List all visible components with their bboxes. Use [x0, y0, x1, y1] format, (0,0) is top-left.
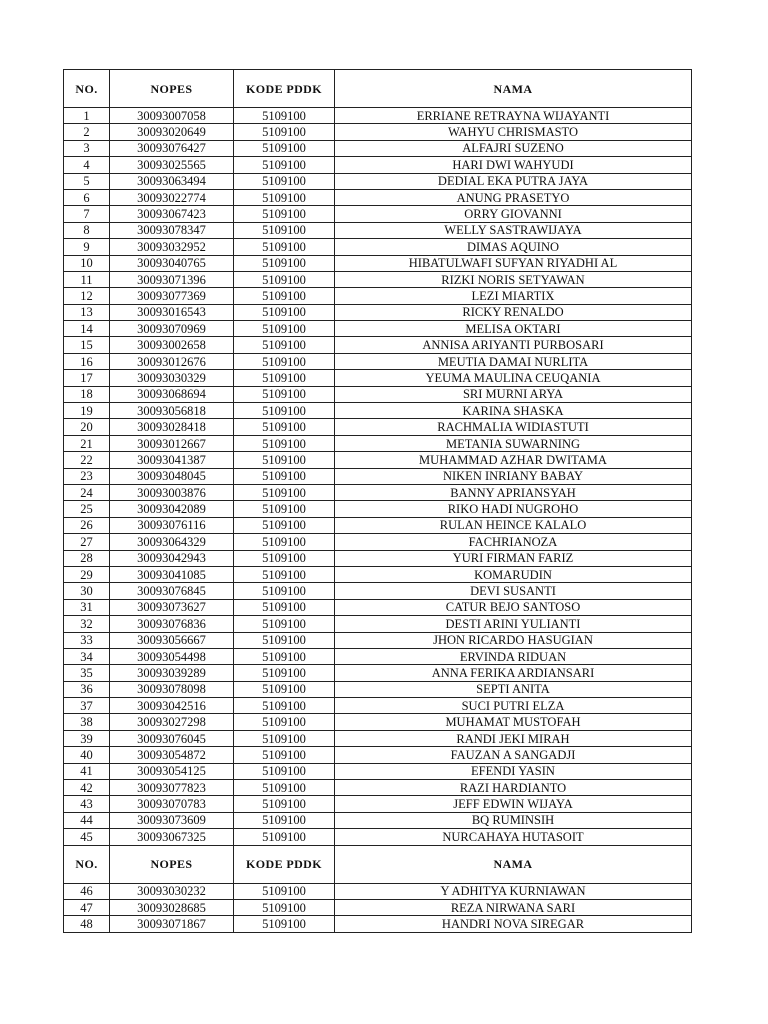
cell-nama: SEPTI ANITA — [335, 681, 692, 697]
cell-kode: 5109100 — [234, 403, 335, 419]
cell-nama: RULAN HEINCE KALALO — [335, 517, 692, 533]
cell-nopes: 30093041387 — [110, 452, 234, 468]
cell-nama: JHON RICARDO HASUGIAN — [335, 632, 692, 648]
cell-kode: 5109100 — [234, 616, 335, 632]
cell-nopes: 30093054125 — [110, 763, 234, 779]
cell-kode: 5109100 — [234, 304, 335, 320]
cell-nama: MEUTIA DAMAI NURLITA — [335, 353, 692, 369]
cell-nopes: 30093077369 — [110, 288, 234, 304]
cell-kode: 5109100 — [234, 812, 335, 828]
cell-no: 37 — [64, 698, 110, 714]
cell-no: 47 — [64, 899, 110, 915]
table-row — [64, 796, 692, 812]
cell-nama: NURCAHAYA HUTASOIT — [335, 829, 692, 845]
table-row — [64, 714, 692, 730]
cell-kode: 5109100 — [234, 501, 335, 517]
cell-nopes: 30093078347 — [110, 222, 234, 238]
cell-nopes: 30093030329 — [110, 370, 234, 386]
cell-no: 46 — [64, 883, 110, 899]
cell-nama: REZA NIRWANA SARI — [335, 899, 692, 915]
cell-kode: 5109100 — [234, 517, 335, 533]
table-row — [64, 239, 692, 255]
table-row — [64, 616, 692, 632]
cell-kode: 5109100 — [234, 157, 335, 173]
table-row — [64, 108, 692, 124]
cell-nopes: 30093032952 — [110, 239, 234, 255]
cell-nama: CATUR BEJO SANTOSO — [335, 599, 692, 615]
cell-no: 38 — [64, 714, 110, 730]
table-row — [64, 468, 692, 484]
cell-kode: 5109100 — [234, 288, 335, 304]
cell-no: 33 — [64, 632, 110, 648]
cell-no: 48 — [64, 916, 110, 932]
table-row — [64, 452, 692, 468]
cell-no: 4 — [64, 157, 110, 173]
cell-nopes: 30093028685 — [110, 899, 234, 915]
table-row — [64, 206, 692, 222]
header-nama: NAMA — [335, 845, 692, 883]
table-row — [64, 370, 692, 386]
participant-table-body — [64, 70, 692, 933]
cell-no: 10 — [64, 255, 110, 271]
cell-nama: FAUZAN A SANGADJI — [335, 747, 692, 763]
table-row — [64, 501, 692, 517]
cell-nopes: 30093073609 — [110, 812, 234, 828]
cell-nama: RIKO HADI NUGROHO — [335, 501, 692, 517]
cell-nama: YURI FIRMAN FARIZ — [335, 550, 692, 566]
cell-kode: 5109100 — [234, 173, 335, 189]
cell-nama: DEVI SUSANTI — [335, 583, 692, 599]
cell-nama: RICKY RENALDO — [335, 304, 692, 320]
cell-nama: ORRY GIOVANNI — [335, 206, 692, 222]
cell-no: 28 — [64, 550, 110, 566]
cell-nama: BQ RUMINSIH — [335, 812, 692, 828]
cell-nama: MUHAMMAD AZHAR DWITAMA — [335, 452, 692, 468]
cell-kode: 5109100 — [234, 665, 335, 681]
cell-nama: RIZKI NORIS SETYAWAN — [335, 271, 692, 287]
table-row — [64, 681, 692, 697]
cell-nama: SUCI PUTRI ELZA — [335, 698, 692, 714]
cell-no: 8 — [64, 222, 110, 238]
participant-table-sheet — [63, 69, 691, 933]
cell-kode: 5109100 — [234, 829, 335, 845]
cell-nopes: 30093048045 — [110, 468, 234, 484]
cell-nama: DIMAS AQUINO — [335, 239, 692, 255]
cell-no: 20 — [64, 419, 110, 435]
cell-nama: EFENDI YASIN — [335, 763, 692, 779]
cell-no: 40 — [64, 747, 110, 763]
table-row — [64, 698, 692, 714]
cell-no: 23 — [64, 468, 110, 484]
table-row — [64, 632, 692, 648]
cell-nama: RACHMALIA WIDIASTUTI — [335, 419, 692, 435]
cell-kode: 5109100 — [234, 599, 335, 615]
cell-nopes: 30093042516 — [110, 698, 234, 714]
cell-kode: 5109100 — [234, 632, 335, 648]
cell-no: 21 — [64, 435, 110, 451]
cell-no: 41 — [64, 763, 110, 779]
cell-nopes: 30093040765 — [110, 255, 234, 271]
cell-kode: 5109100 — [234, 550, 335, 566]
cell-no: 30 — [64, 583, 110, 599]
cell-kode: 5109100 — [234, 108, 335, 124]
cell-nopes: 30093022774 — [110, 189, 234, 205]
table-header-row — [64, 845, 692, 883]
cell-no: 7 — [64, 206, 110, 222]
cell-nama: RANDI JEKI MIRAH — [335, 730, 692, 746]
table-row — [64, 222, 692, 238]
cell-nopes: 30093078098 — [110, 681, 234, 697]
cell-nopes: 30093054872 — [110, 747, 234, 763]
cell-kode: 5109100 — [234, 206, 335, 222]
header-no: NO. — [64, 845, 110, 883]
cell-kode: 5109100 — [234, 222, 335, 238]
cell-nopes: 30093071867 — [110, 916, 234, 932]
table-header-row — [64, 70, 692, 108]
cell-nama: ERRIANE RETRAYNA WIJAYANTI — [335, 108, 692, 124]
cell-nopes: 30093012676 — [110, 353, 234, 369]
table-row — [64, 566, 692, 582]
cell-nama: HIBATULWAFI SUFYAN RIYADHI AL — [335, 255, 692, 271]
cell-kode: 5109100 — [234, 698, 335, 714]
cell-no: 36 — [64, 681, 110, 697]
cell-nopes: 30093067423 — [110, 206, 234, 222]
cell-nopes: 30093042943 — [110, 550, 234, 566]
cell-kode: 5109100 — [234, 124, 335, 140]
table-row — [64, 730, 692, 746]
table-row — [64, 386, 692, 402]
cell-nopes: 30093056818 — [110, 403, 234, 419]
cell-nopes: 30093067325 — [110, 829, 234, 845]
cell-kode: 5109100 — [234, 271, 335, 287]
cell-nama: ALFAJRI SUZENO — [335, 140, 692, 156]
table-row — [64, 255, 692, 271]
cell-nama: ERVINDA RIDUAN — [335, 648, 692, 664]
table-row — [64, 304, 692, 320]
cell-no: 17 — [64, 370, 110, 386]
cell-kode: 5109100 — [234, 648, 335, 664]
cell-no: 44 — [64, 812, 110, 828]
cell-kode: 5109100 — [234, 681, 335, 697]
cell-kode: 5109100 — [234, 452, 335, 468]
table-row — [64, 534, 692, 550]
cell-nopes: 30093020649 — [110, 124, 234, 140]
table-row — [64, 337, 692, 353]
cell-no: 45 — [64, 829, 110, 845]
cell-nopes: 30093056667 — [110, 632, 234, 648]
table-row — [64, 812, 692, 828]
cell-nama: MELISA OKTARI — [335, 321, 692, 337]
cell-nopes: 30093076116 — [110, 517, 234, 533]
table-row — [64, 157, 692, 173]
table-row — [64, 435, 692, 451]
cell-kode: 5109100 — [234, 484, 335, 500]
cell-nopes: 30093071396 — [110, 271, 234, 287]
header-nopes: NOPES — [110, 845, 234, 883]
cell-nama: BANNY APRIANSYAH — [335, 484, 692, 500]
cell-nopes: 30093068694 — [110, 386, 234, 402]
cell-nama: LEZI MIARTIX — [335, 288, 692, 304]
table-row — [64, 780, 692, 796]
cell-no: 15 — [64, 337, 110, 353]
table-row — [64, 484, 692, 500]
table-row — [64, 321, 692, 337]
cell-kode: 5109100 — [234, 916, 335, 932]
cell-nama: ANNA FERIKA ARDIANSARI — [335, 665, 692, 681]
table-row — [64, 271, 692, 287]
cell-no: 25 — [64, 501, 110, 517]
cell-kode: 5109100 — [234, 435, 335, 451]
cell-nama: YEUMA MAULINA CEUQANIA — [335, 370, 692, 386]
table-row — [64, 747, 692, 763]
header-nama: NAMA — [335, 70, 692, 108]
cell-nama: NIKEN INRIANY BABAY — [335, 468, 692, 484]
cell-nama: WAHYU CHRISMASTO — [335, 124, 692, 140]
table-row — [64, 403, 692, 419]
cell-kode: 5109100 — [234, 370, 335, 386]
table-row — [64, 883, 692, 899]
cell-kode: 5109100 — [234, 189, 335, 205]
cell-nopes: 30093076427 — [110, 140, 234, 156]
cell-no: 16 — [64, 353, 110, 369]
cell-kode: 5109100 — [234, 747, 335, 763]
table-row — [64, 124, 692, 140]
cell-nopes: 30093070783 — [110, 796, 234, 812]
cell-nopes: 30093012667 — [110, 435, 234, 451]
cell-nopes: 30093063494 — [110, 173, 234, 189]
cell-kode: 5109100 — [234, 763, 335, 779]
cell-nama: KARINA SHASKA — [335, 403, 692, 419]
cell-kode: 5109100 — [234, 899, 335, 915]
cell-no: 2 — [64, 124, 110, 140]
cell-kode: 5109100 — [234, 353, 335, 369]
header-kode-pddk: KODE PDDK — [234, 845, 335, 883]
cell-no: 29 — [64, 566, 110, 582]
cell-no: 14 — [64, 321, 110, 337]
table-row — [64, 189, 692, 205]
table-row — [64, 648, 692, 664]
table-row — [64, 419, 692, 435]
cell-nopes: 30093073627 — [110, 599, 234, 615]
cell-nopes: 30093076045 — [110, 730, 234, 746]
cell-no: 42 — [64, 780, 110, 796]
cell-no: 32 — [64, 616, 110, 632]
cell-no: 43 — [64, 796, 110, 812]
cell-nama: ANNISA ARIYANTI PURBOSARI — [335, 337, 692, 353]
cell-no: 39 — [64, 730, 110, 746]
cell-nama: FACHRIANOZA — [335, 534, 692, 550]
cell-nama: DESTI ARINI YULIANTI — [335, 616, 692, 632]
table-row — [64, 665, 692, 681]
cell-no: 31 — [64, 599, 110, 615]
cell-nopes: 30093054498 — [110, 648, 234, 664]
cell-no: 22 — [64, 452, 110, 468]
table-row — [64, 829, 692, 845]
cell-no: 18 — [64, 386, 110, 402]
cell-kode: 5109100 — [234, 419, 335, 435]
cell-nama: MUHAMAT MUSTOFAH — [335, 714, 692, 730]
cell-nopes: 30093076836 — [110, 616, 234, 632]
table-row — [64, 550, 692, 566]
cell-nopes: 30093039289 — [110, 665, 234, 681]
cell-nama: Y ADHITYA KURNIAWAN — [335, 883, 692, 899]
cell-no: 35 — [64, 665, 110, 681]
cell-kode: 5109100 — [234, 583, 335, 599]
participant-table — [63, 69, 692, 933]
cell-nopes: 30093077823 — [110, 780, 234, 796]
table-row — [64, 353, 692, 369]
cell-nama: WELLY SASTRAWIJAYA — [335, 222, 692, 238]
table-row — [64, 173, 692, 189]
table-row — [64, 140, 692, 156]
cell-kode: 5109100 — [234, 255, 335, 271]
table-row — [64, 583, 692, 599]
cell-nopes: 30093016543 — [110, 304, 234, 320]
cell-nopes: 30093070969 — [110, 321, 234, 337]
table-row — [64, 899, 692, 915]
header-no: NO. — [64, 70, 110, 108]
header-nopes: NOPES — [110, 70, 234, 108]
cell-nama: ANUNG PRASETYO — [335, 189, 692, 205]
cell-kode: 5109100 — [234, 730, 335, 746]
table-row — [64, 599, 692, 615]
cell-nopes: 30093041085 — [110, 566, 234, 582]
cell-no: 27 — [64, 534, 110, 550]
cell-nama: KOMARUDIN — [335, 566, 692, 582]
header-kode-pddk: KODE PDDK — [234, 70, 335, 108]
table-row — [64, 916, 692, 932]
cell-no: 1 — [64, 108, 110, 124]
table-row — [64, 517, 692, 533]
cell-nama: HARI DWI WAHYUDI — [335, 157, 692, 173]
cell-no: 9 — [64, 239, 110, 255]
cell-no: 3 — [64, 140, 110, 156]
cell-nopes: 30093027298 — [110, 714, 234, 730]
cell-nopes: 30093030232 — [110, 883, 234, 899]
cell-nama: SRI MURNI ARYA — [335, 386, 692, 402]
cell-kode: 5109100 — [234, 140, 335, 156]
cell-kode: 5109100 — [234, 796, 335, 812]
cell-nopes: 30093076845 — [110, 583, 234, 599]
cell-nopes: 30093007058 — [110, 108, 234, 124]
cell-nopes: 30093028418 — [110, 419, 234, 435]
cell-kode: 5109100 — [234, 566, 335, 582]
cell-no: 19 — [64, 403, 110, 419]
cell-nama: HANDRI NOVA SIREGAR — [335, 916, 692, 932]
table-row — [64, 763, 692, 779]
cell-no: 5 — [64, 173, 110, 189]
cell-no: 26 — [64, 517, 110, 533]
cell-kode: 5109100 — [234, 239, 335, 255]
cell-no: 11 — [64, 271, 110, 287]
cell-nama: RAZI HARDIANTO — [335, 780, 692, 796]
cell-nama: JEFF EDWIN WIJAYA — [335, 796, 692, 812]
cell-kode: 5109100 — [234, 883, 335, 899]
cell-no: 34 — [64, 648, 110, 664]
table-row — [64, 288, 692, 304]
cell-kode: 5109100 — [234, 468, 335, 484]
cell-no: 12 — [64, 288, 110, 304]
cell-no: 24 — [64, 484, 110, 500]
cell-nopes: 30093025565 — [110, 157, 234, 173]
cell-nama: DEDIAL EKA PUTRA JAYA — [335, 173, 692, 189]
cell-kode: 5109100 — [234, 714, 335, 730]
cell-kode: 5109100 — [234, 337, 335, 353]
cell-no: 13 — [64, 304, 110, 320]
cell-no: 6 — [64, 189, 110, 205]
cell-nopes: 30093042089 — [110, 501, 234, 517]
cell-kode: 5109100 — [234, 386, 335, 402]
cell-nama: METANIA SUWARNING — [335, 435, 692, 451]
cell-nopes: 30093003876 — [110, 484, 234, 500]
cell-nopes: 30093002658 — [110, 337, 234, 353]
cell-kode: 5109100 — [234, 780, 335, 796]
cell-nopes: 30093064329 — [110, 534, 234, 550]
cell-kode: 5109100 — [234, 534, 335, 550]
cell-kode: 5109100 — [234, 321, 335, 337]
